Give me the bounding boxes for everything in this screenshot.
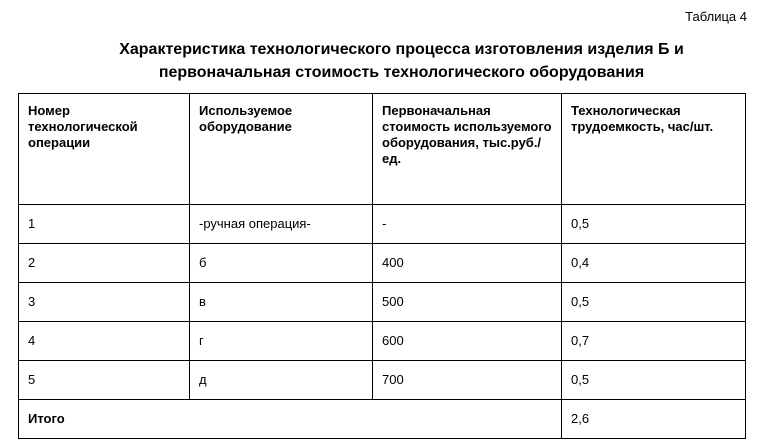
cell-operation: 1 <box>19 205 190 244</box>
title-line-2: первоначальная стоимость технологического оборудования <box>158 64 645 81</box>
cell-operation: 4 <box>19 322 190 361</box>
table-row <box>19 361 746 400</box>
table-total-row <box>19 400 746 439</box>
table-row <box>19 244 746 283</box>
cell-cost: 600 <box>373 322 562 361</box>
cell-equipment: в <box>190 283 373 322</box>
process-table <box>18 93 746 439</box>
cell-labor: 0,5 <box>562 361 746 400</box>
table-header-row <box>19 94 746 205</box>
cell-equipment: б <box>190 244 373 283</box>
header-operation-number: Номер технологической операции <box>19 94 190 205</box>
cell-cost: 400 <box>373 244 562 283</box>
cell-cost: - <box>373 205 562 244</box>
cell-operation: 2 <box>19 244 190 283</box>
header-labor-intensity: Технологическая трудоемкость, час/шт. <box>562 94 746 205</box>
total-label: Итого <box>19 400 562 439</box>
cell-cost: 500 <box>373 283 562 322</box>
table-row <box>19 322 746 361</box>
document-title <box>40 38 763 84</box>
cell-equipment: г <box>190 322 373 361</box>
table-row <box>19 283 746 322</box>
total-value: 2,6 <box>562 400 746 439</box>
cell-operation: 3 <box>19 283 190 322</box>
cell-operation: 5 <box>19 361 190 400</box>
title-line-1: Характеристика технологического процесса изготовления изделия Б и <box>119 41 684 58</box>
header-equipment: Используемое оборудование <box>190 94 373 205</box>
cell-labor: 0,5 <box>562 205 746 244</box>
cell-cost: 700 <box>373 361 562 400</box>
cell-labor: 0,4 <box>562 244 746 283</box>
header-equipment-cost: Первоначальная стоимость используемого оборудования, тыс.руб./ед. <box>373 94 562 205</box>
table-number: Таблица 4 <box>685 9 747 24</box>
table-row <box>19 205 746 244</box>
cell-equipment: -ручная операция- <box>190 205 373 244</box>
cell-labor: 0,7 <box>562 322 746 361</box>
cell-equipment: д <box>190 361 373 400</box>
cell-labor: 0,5 <box>562 283 746 322</box>
